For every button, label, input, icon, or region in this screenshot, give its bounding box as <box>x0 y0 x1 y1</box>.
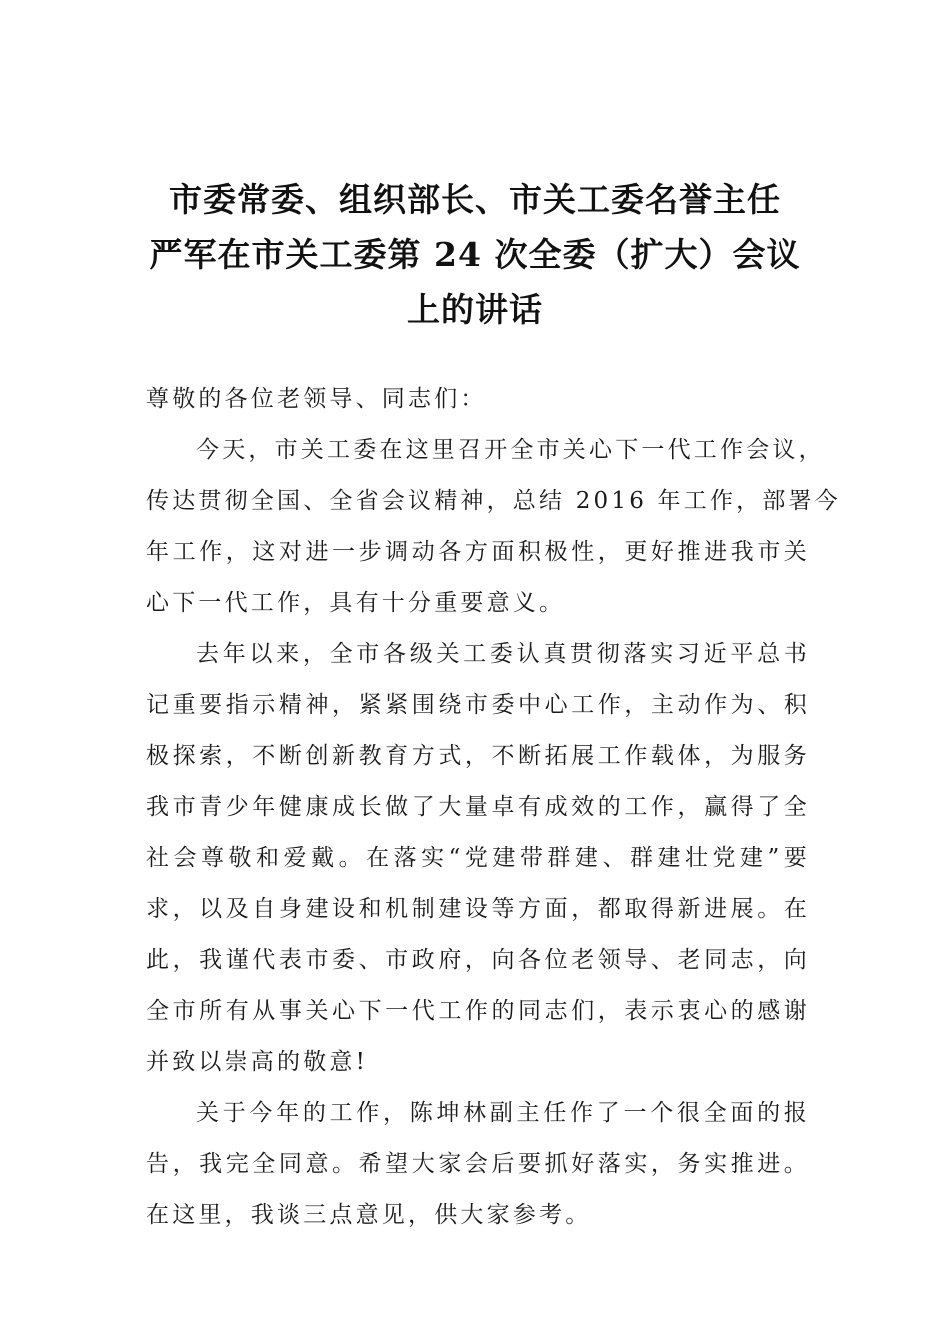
paragraph-line: 年工作，这对进一步调动各方面积极性，更好推进我市关 <box>146 539 810 565</box>
paragraph-line: 记重要指示精神，紧紧围绕市委中心工作，主动作为、积 <box>146 692 810 718</box>
document-title <box>140 172 810 337</box>
paragraph-line: 传达贯彻全国、全省会议精神，总结 2016 年工作，部署今 <box>146 488 841 514</box>
title-line-1: 市委常委、组织部长、市关工委名誉主任 <box>169 180 781 219</box>
paragraph-line: 社会尊敬和爱戴。在落实“党建带群建、群建壮党建”要 <box>146 845 810 871</box>
paragraph-line: 关于今年的工作，陈坤林副主任作了一个很全面的报 <box>196 1100 810 1126</box>
title-line-2: 严军在市关工委第 24 次全委（扩大）会议 <box>149 235 801 274</box>
paragraph-line: 全市所有从事关心下一代工作的同志们，表示衷心的感谢 <box>146 998 810 1024</box>
paragraph-line: 告，我完全同意。希望大家会后要抓好落实，务实推进。 <box>146 1151 810 1177</box>
paragraph-1 <box>146 425 841 629</box>
paragraph-line: 我市青少年健康成长做了大量卓有成效的工作，赢得了全 <box>146 794 810 820</box>
paragraph-line: 此，我谨代表市委、市政府，向各位老领导、老同志，向 <box>146 947 810 973</box>
paragraph-line: 去年以来，全市各级关工委认真贯彻落实习近平总书 <box>196 641 810 667</box>
title-line-3: 上的讲话 <box>407 290 543 329</box>
document-body <box>146 374 841 1241</box>
paragraph-line: 并致以崇高的敬意! <box>146 1049 369 1075</box>
paragraph-line: 求，以及自身建设和机制建设等方面，都取得新进展。在 <box>146 896 810 922</box>
paragraph-line: 今天，市关工委在这里召开全市关心下一代工作会议， <box>196 437 825 463</box>
paragraph-3 <box>146 1088 810 1241</box>
paragraph-2 <box>146 629 810 1088</box>
paragraph-line: 心下一代工作，具有十分重要意义。 <box>146 590 566 616</box>
paragraph-line: 极探索，不断创新教育方式，不断拓展工作载体，为服务 <box>146 743 810 769</box>
paragraph-line: 在这里，我谈三点意见，供大家参考。 <box>146 1202 592 1228</box>
salutation: 尊敬的各位老领导、同志们： <box>146 386 487 412</box>
